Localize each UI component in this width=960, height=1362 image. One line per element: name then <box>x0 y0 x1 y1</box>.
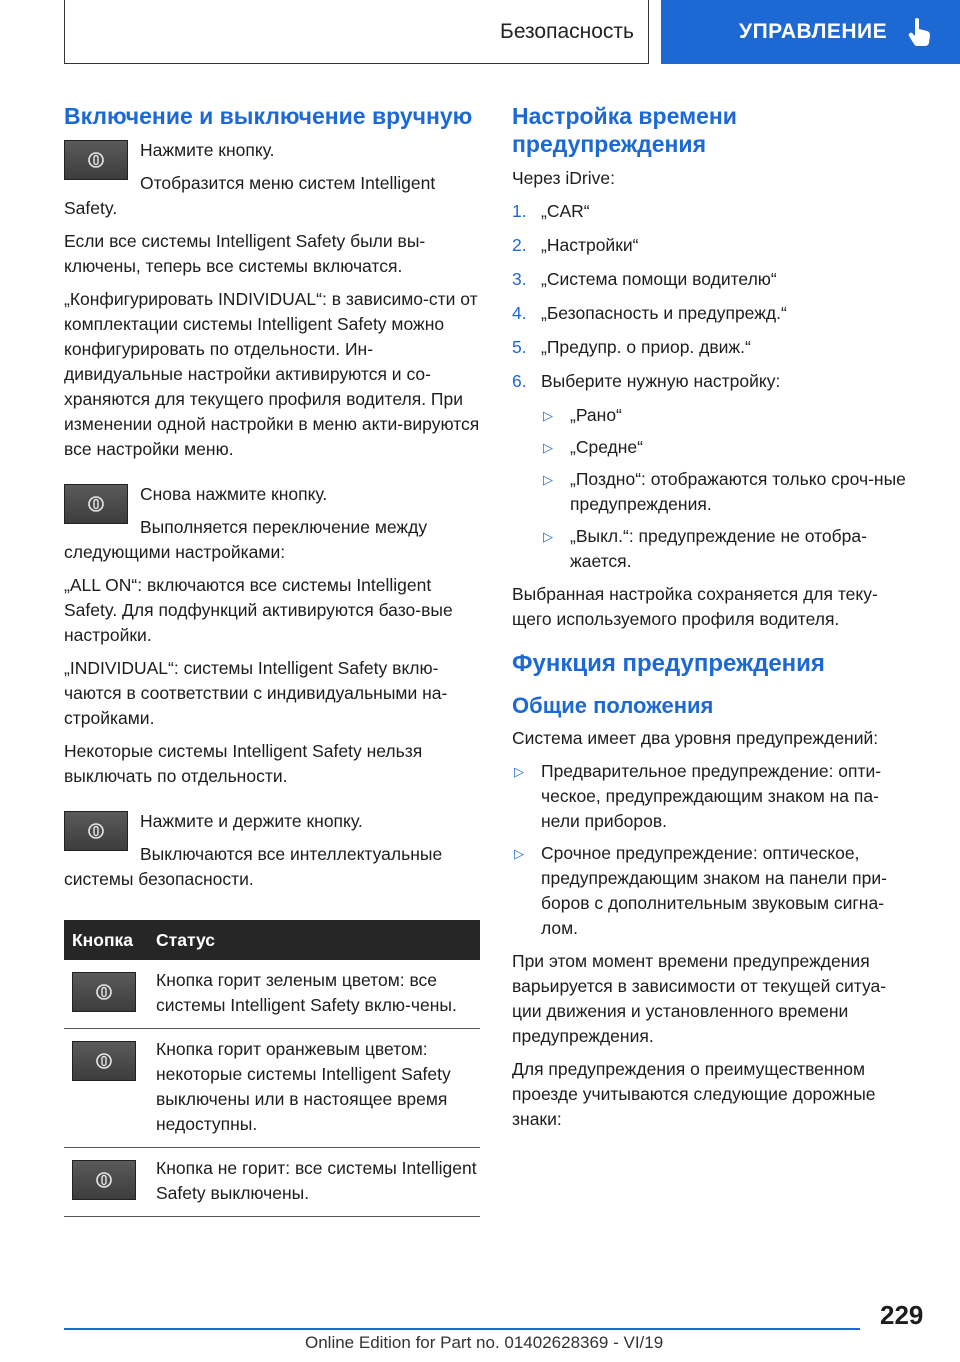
step-text: „Система помощи водителю“ <box>541 269 777 289</box>
all-off-text: Выключаются все интеллектуальные системы безопасности. <box>64 844 443 889</box>
list-item <box>512 335 912 360</box>
if-all-off-text: Если все системы Intelligent Safety были вы-ключены, теперь все системы включатся. <box>64 231 426 276</box>
triangle-bullet-icon: ▷ <box>543 472 553 487</box>
step-text: „Безопасность и предупрежд.“ <box>541 303 787 323</box>
header-chapter-tab <box>661 0 960 64</box>
step-number: 4. <box>512 303 527 323</box>
right-title: Настройка времени предупреждения <box>512 103 737 157</box>
list-item <box>512 267 912 292</box>
page-number: 229 <box>880 1300 924 1330</box>
all-on-text: „ALL ON“: включаются все системы Intelligent Safety. Для подфункций активируются базо-вые настройки. <box>64 575 453 645</box>
some-cannot-text: Некоторые системы Intelligent Safety нельзя выключать по отдельности. <box>64 741 423 786</box>
triangle-bullet-icon: ▷ <box>543 408 553 423</box>
list-item <box>512 199 912 224</box>
intelligent-safety-button-icon <box>72 972 136 1012</box>
table-row <box>64 1148 480 1217</box>
press-button-text: Нажмите кнопку. <box>140 140 275 160</box>
option-text: „Поздно“: отображаются только сроч-ные предупреждения. <box>570 469 906 514</box>
instruction-press <box>64 138 480 229</box>
level-text: Предварительное предупреждение: опти-ческое, предупреждающим знаком на па-нели приборов. <box>541 761 882 831</box>
col-button-header: Кнопка <box>72 929 134 950</box>
step-text: „Предупр. о приор. движ.“ <box>541 337 751 357</box>
footer-edition: Online Edition for Part no. 01402628369 - VI/19 <box>305 1333 664 1352</box>
step-number: 6. <box>512 371 527 391</box>
chapter-label: УПРАВЛЕНИЕ <box>739 20 888 43</box>
list-item <box>541 467 912 517</box>
intelligent-safety-button-icon <box>72 1160 136 1200</box>
header-section-title <box>64 0 649 64</box>
status-cell: Кнопка горит оранжевым цветом: некоторые системы Intelligent Safety выключены или в настоящее время недоступны. <box>156 1039 451 1134</box>
table-header <box>64 920 480 960</box>
general-title: Общие положения <box>512 693 714 718</box>
triangle-bullet-icon: ▷ <box>514 764 524 779</box>
list-item <box>541 524 912 574</box>
step-number: 3. <box>512 269 527 289</box>
options-list <box>512 403 912 574</box>
function-title: Функция предупреждения <box>512 650 825 677</box>
step-text: „CAR“ <box>541 201 590 221</box>
footer-divider <box>64 1328 860 1330</box>
pointing-hand-icon <box>907 17 933 47</box>
switching-text: Выполняется переключение между следующими настройками: <box>64 517 428 562</box>
instruction-press-hold <box>64 809 480 900</box>
status-cell: Кнопка не горит: все системы Intelligent Safety выключены. <box>156 1158 477 1203</box>
list-item <box>512 759 912 834</box>
saved-text: Выбранная настройка сохраняется для теку-щего используемого профиля водителя. <box>512 584 878 629</box>
list-item <box>512 369 912 394</box>
priority-text: Для предупреждения о преимущественном проезде учитываются следующие дорожные знаки: <box>512 1059 876 1129</box>
list-item <box>512 841 912 941</box>
triangle-bullet-icon: ▷ <box>543 440 553 455</box>
button-status-table <box>64 920 480 1217</box>
section-label: Безопасность <box>500 19 634 43</box>
press-hold-text: Нажмите и держите кнопку. <box>140 811 363 831</box>
triangle-bullet-icon: ▷ <box>543 529 553 544</box>
step-text: „Настройки“ <box>541 235 639 255</box>
table-row <box>64 1029 480 1148</box>
step-number: 1. <box>512 201 527 221</box>
individual-text: „INDIVIDUAL“: системы Intelligent Safety вклю-чаются в соответствии с индивидуальными на-стройками. <box>64 658 448 728</box>
list-item <box>541 403 912 428</box>
step-number: 5. <box>512 337 527 357</box>
list-item <box>512 233 912 258</box>
press-again-text: Снова нажмите кнопку. <box>140 484 328 504</box>
option-text: „Средне“ <box>570 437 643 457</box>
option-text: „Рано“ <box>570 405 622 425</box>
step-number: 2. <box>512 235 527 255</box>
step-text: Выберите нужную настройку: <box>541 371 781 391</box>
list-item <box>541 435 912 460</box>
two-levels-text: Система имеет два уровня предупреждений: <box>512 728 879 748</box>
status-cell: Кнопка горит зеленым цветом: все системы Intelligent Safety вклю-чены. <box>156 970 457 1015</box>
steps-list <box>512 199 912 394</box>
intelligent-safety-button-icon <box>64 484 128 524</box>
list-item <box>512 301 912 326</box>
intelligent-safety-button-icon <box>72 1041 136 1081</box>
configure-text: „Конфигурировать INDIVIDUAL“: в зависимо-сти от комплектации системы Intelligent Safety можно конфигурировать по отдельности. Ин-дивидуальные настройки активируются и со-храняются для текущего профиля водителя. При изменении одной настройки в меню акти-вируются все настройки меню. <box>64 289 480 459</box>
intelligent-safety-button-icon <box>64 811 128 851</box>
moment-text: При этом момент времени предупреждения варьируется в зависимости от текущей ситуа-ции движения и установленного времени предупреждения. <box>512 951 887 1046</box>
level-text: Срочное предупреждение: оптическое, предупреждающим знаком на панели при-боров с дополнительным звуковым сигна-лом. <box>541 843 887 938</box>
right-column <box>512 102 912 1140</box>
instruction-press-again <box>64 482 480 573</box>
left-title: Включение и выключение вручную <box>64 103 473 129</box>
col-status-header: Статус <box>156 929 215 950</box>
menu-shown-text: Отобразится меню систем Intelligent Safety. <box>64 173 436 218</box>
via-idrive-text: Через iDrive: <box>512 168 615 188</box>
table-row <box>64 960 480 1029</box>
levels-list <box>512 759 912 941</box>
triangle-bullet-icon: ▷ <box>514 846 524 861</box>
option-text: „Выкл.“: предупреждение не отобра-жается. <box>570 526 867 571</box>
left-column <box>64 102 480 1217</box>
intelligent-safety-button-icon <box>64 140 128 180</box>
